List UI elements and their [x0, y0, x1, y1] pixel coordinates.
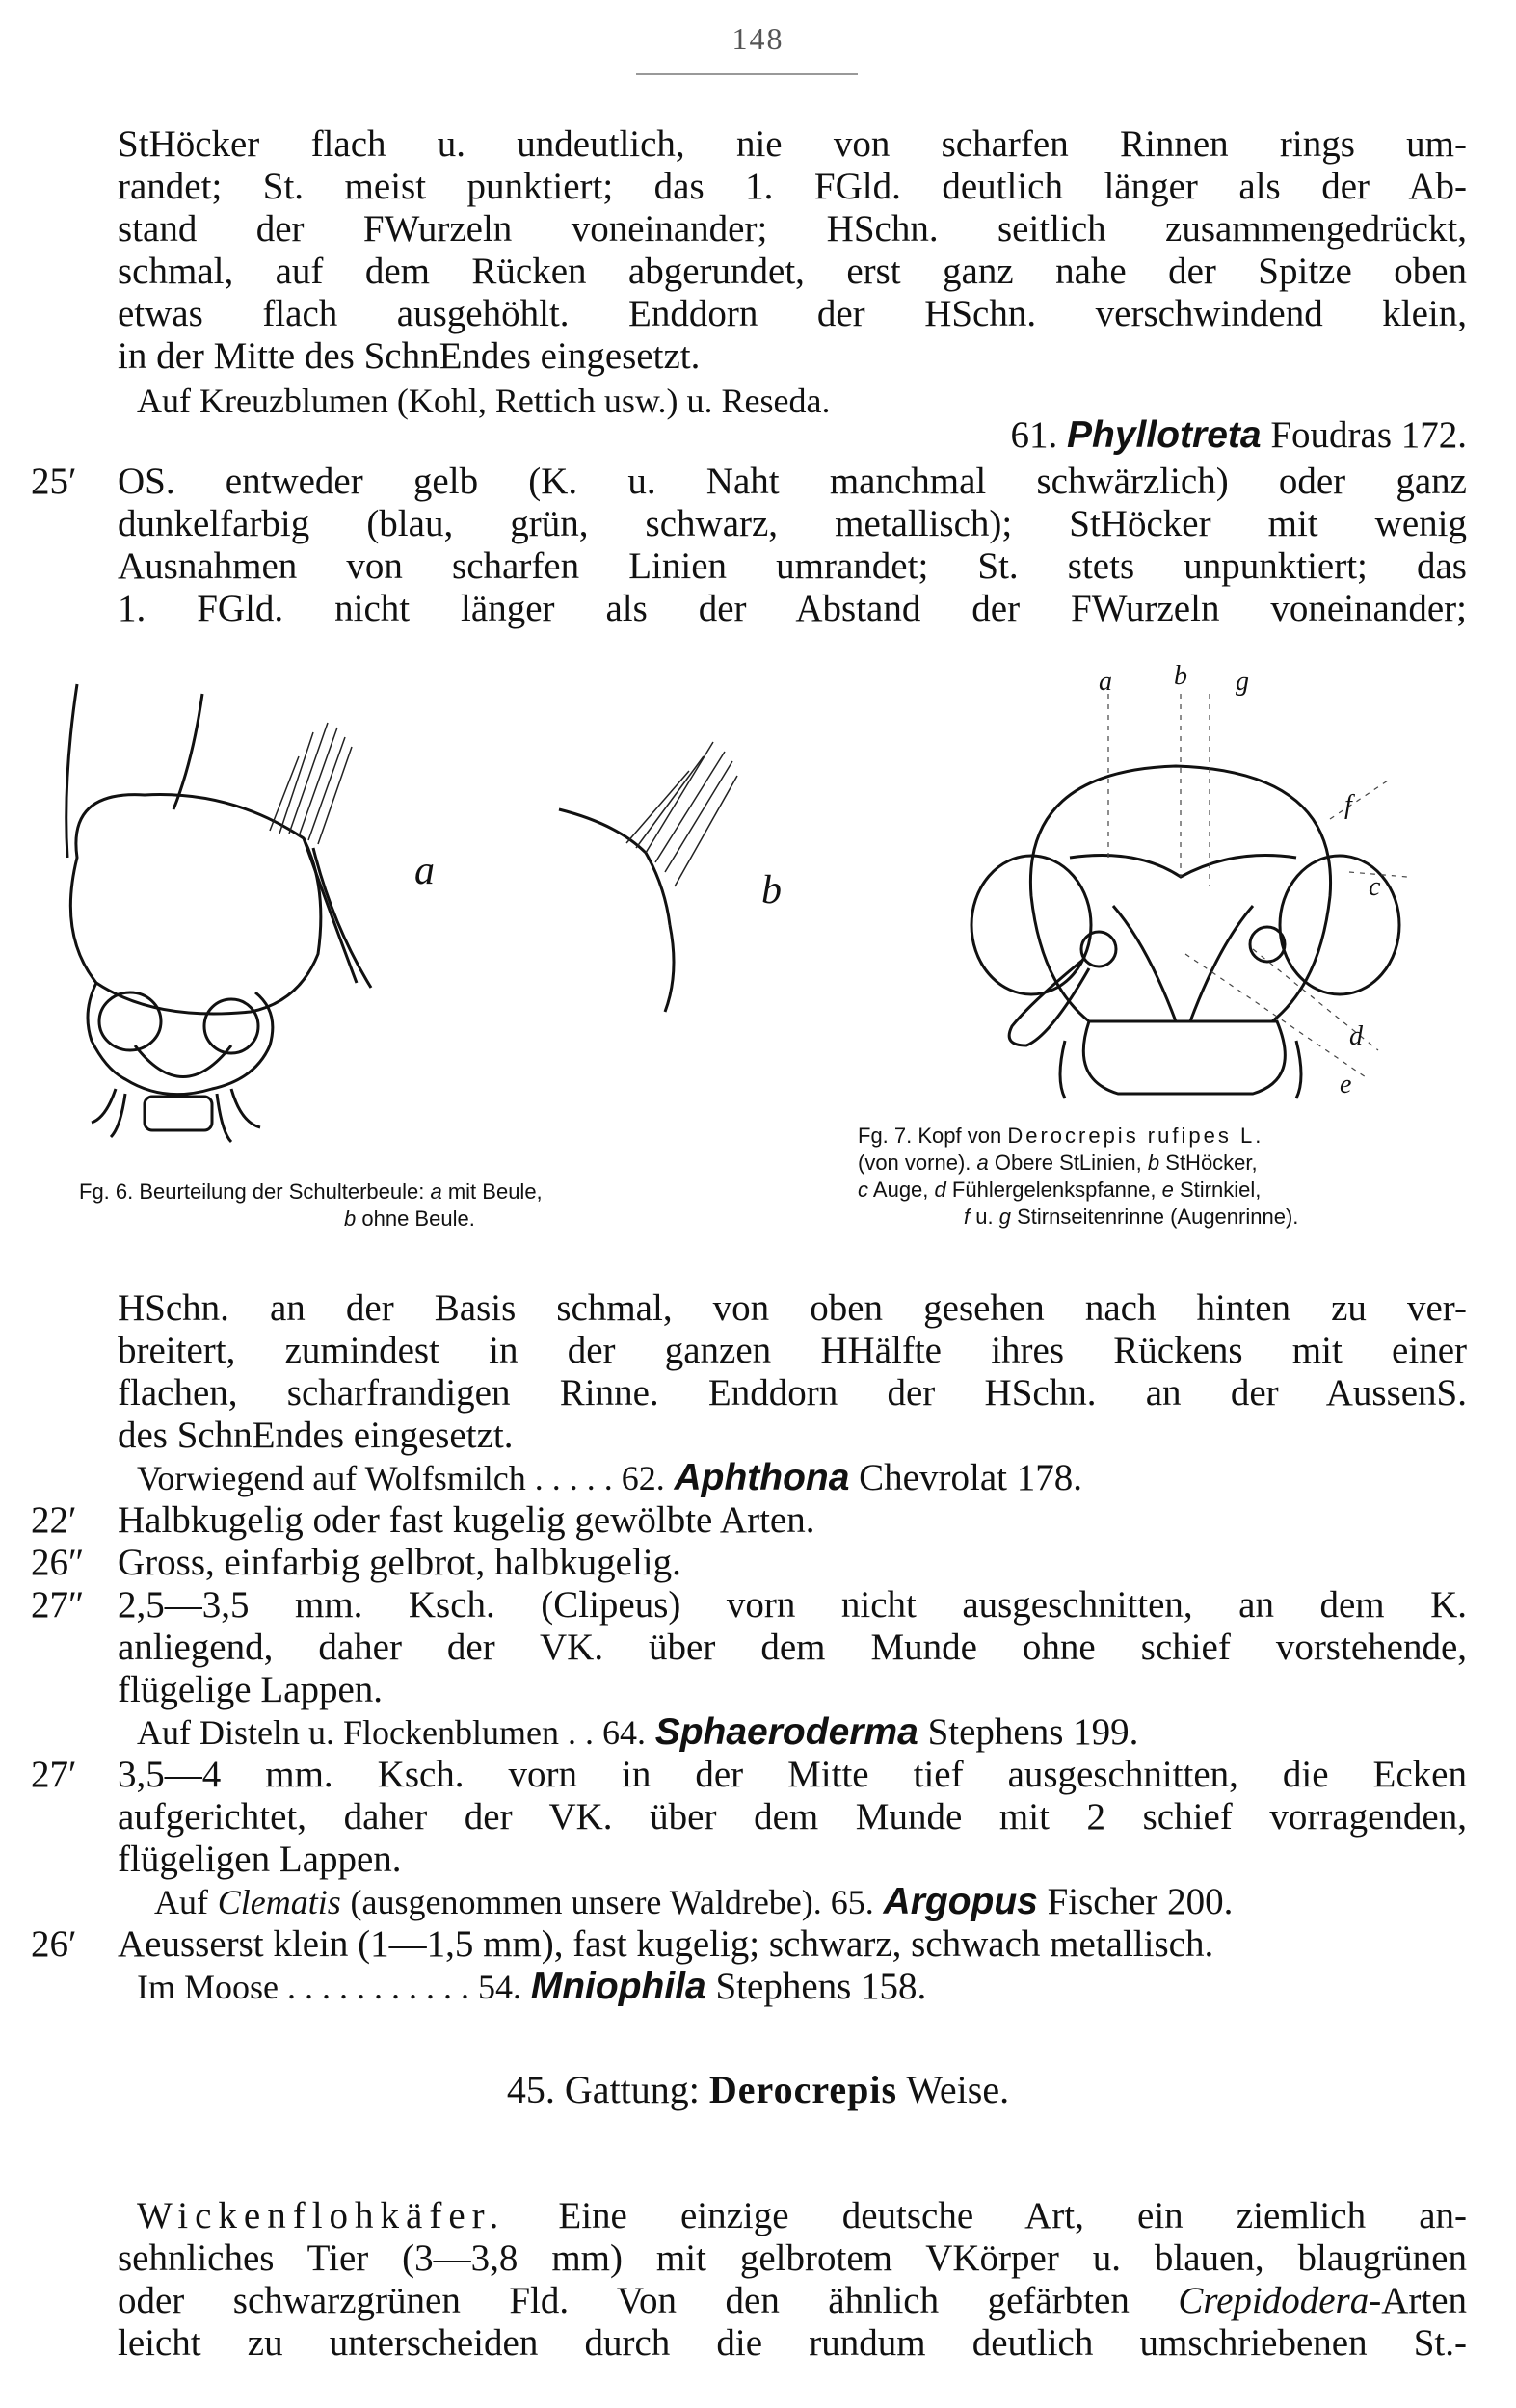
couplet-marker: 25′: [31, 461, 77, 502]
text-line: 2,5—3,5 mm. Ksch. (Clipeus) vorn nicht ausgeschnitten, an dem K.: [118, 1584, 1467, 1626]
genus-name: Phyllotreta: [1067, 414, 1262, 456]
figure-7-caption: Fg. 7. Kopf von Derocrepis rufipes L. (von vorne). a Obere StLinien, b StHöcker, c Auge, d Fühlergelenkspfanne, e Stirnkiel, f u. g Stirnseitenrinne (Augenrinne).: [858, 1124, 1299, 1229]
couplet-marker: 26″: [31, 1542, 85, 1583]
text-line: Halbkugelig oder fast kugelig gewölbte Arten.: [118, 1499, 815, 1541]
text-line: HSchn. an der Basis schmal, von oben gesehen nach hinten zu ver-: [118, 1287, 1467, 1329]
couplet-marker: 27″: [31, 1584, 85, 1626]
common-name: Wickenflohkäfer.: [137, 2195, 506, 2236]
figure-7-drawing: [944, 665, 1484, 1118]
text-line: flügelige Lappen.: [118, 1669, 384, 1710]
text-line: randet; St. meist punktiert; das 1. FGld. deutlich länger als der Ab-: [118, 166, 1467, 207]
text-line: anliegend, daher der VK. über dem Munde ohne schief vorstehende,: [118, 1627, 1467, 1668]
text-line: StHöcker flach u. undeutlich, nie von scharfen Rinnen rings um-: [118, 123, 1467, 165]
text-line: leicht zu unterscheiden durch die rundum deutlich umschriebenen St.-: [118, 2322, 1467, 2364]
text-line: schmal, auf dem Rücken abgerundet, erst ganz nahe der Spitze oben: [118, 251, 1467, 292]
figure-7-label-f: f: [1344, 790, 1352, 820]
section-heading: 45. Gattung: Derocrepis Weise.: [506, 2068, 1010, 2111]
text-line: oder schwarzgrünen Fld. Von den ähnlich gefärbten Crepidodera-Arten: [118, 2280, 1468, 2321]
text-line: aufgerichtet, daher der VK. über dem Munde mit 2 schief vorragenden,: [118, 1796, 1467, 1838]
couplet-marker: 22′: [31, 1499, 77, 1541]
text-line: des SchnEndes eingesetzt.: [118, 1415, 514, 1456]
text-line: OS. entweder gelb (K. u. Naht manchmal schwärzlich) oder ganz: [118, 461, 1467, 502]
figure-6-caption: Fg. 6. Beurteilung der Schulterbeule: a mit Beule, b ohne Beule.: [79, 1179, 543, 1230]
genus-entry-62: Vorwiegend auf Wolfsmilch . . . . . 62. Aphthona Chevrolat 178.: [137, 1457, 1082, 1498]
text-line: Wickenflohkäfer. Eine einzige deutsche Art, ein ziemlich an-: [137, 2195, 1468, 2236]
text-line: flachen, scharfrandigen Rinne. Enddorn der HSchn. an der AussenS.: [118, 1372, 1467, 1414]
figure-7-label-g: g: [1236, 667, 1249, 697]
genus-entry-64: Auf Disteln u. Flockenblumen . . 64. Sphaeroderma Stephens 199.: [137, 1711, 1139, 1753]
figure-7-label-d: d: [1349, 1021, 1363, 1051]
text-line: dunkelfarbig (blau, grün, schwarz, metallisch); StHöcker mit wenig: [118, 503, 1467, 544]
host-plants: Auf Kreuzblumen (Kohl, Rettich usw.) u. Reseda.: [137, 382, 831, 420]
genus-name: Mniophila: [530, 1966, 706, 2007]
text-line: sehnliches Tier (3—3,8 mm) mit gelbrotem VKörper u. blauen, blaugrünen: [118, 2237, 1467, 2279]
figure-7-label-e: e: [1340, 1070, 1352, 1099]
genus-name: Argopus: [883, 1881, 1038, 1922]
genus-name: Aphthona: [674, 1457, 850, 1498]
text-line: Aeusserst klein (1—1,5 mm), fast kugelig; schwarz, schwach metallisch.: [118, 1923, 1214, 1965]
figure-6-label-b: b: [761, 868, 782, 913]
genus-entry-54: Im Moose . . . . . . . . . . . 54. Mniophila Stephens 158.: [137, 1966, 927, 2007]
figure-6-drawing: [39, 665, 829, 1176]
text-line: stand der FWurzeln voneinander; HSchn. seitlich zusammengedrückt,: [118, 208, 1467, 250]
text-line: 1. FGld. nicht länger als der Abstand der FWurzeln voneinander;: [118, 588, 1467, 629]
text-line: flügeligen Lappen.: [118, 1839, 402, 1880]
header-rule: [636, 73, 858, 75]
genus-name: Sphaeroderma: [654, 1711, 918, 1753]
text-line: in der Mitte des SchnEndes eingesetzt.: [118, 335, 701, 377]
text-line: etwas flach ausgehöhlt. Enddorn der HSchn. verschwindend klein,: [118, 293, 1467, 334]
genus-entry-61: 61. Phyllotreta Foudras 172.: [1010, 414, 1467, 456]
figure-7-label-a: a: [1099, 667, 1112, 697]
figure-7-label-c: c: [1369, 872, 1381, 902]
text-line: Ausnahmen von scharfen Linien umrandet; St. stets unpunktiert; das: [118, 545, 1467, 587]
page-number: 148: [731, 21, 785, 56]
text-line: breitert, zumindest in der ganzen HHälfte ihres Rückens mit einer: [118, 1330, 1467, 1371]
genus-title: Derocrepis: [708, 2068, 898, 2111]
figure-7-label-b: b: [1174, 661, 1187, 691]
figure-6-label-a: a: [414, 849, 435, 893]
couplet-marker: 26′: [31, 1923, 77, 1965]
genus-entry-65: Auf Clematis (ausgenommen unsere Waldrebe). 65. Argopus Fischer 200.: [154, 1881, 1234, 1922]
couplet-marker: 27′: [31, 1754, 77, 1795]
text-line: 3,5—4 mm. Ksch. vorn in der Mitte tief ausgeschnitten, die Ecken: [118, 1754, 1467, 1795]
text-line: Gross, einfarbig gelbrot, halbkugelig.: [118, 1542, 681, 1583]
